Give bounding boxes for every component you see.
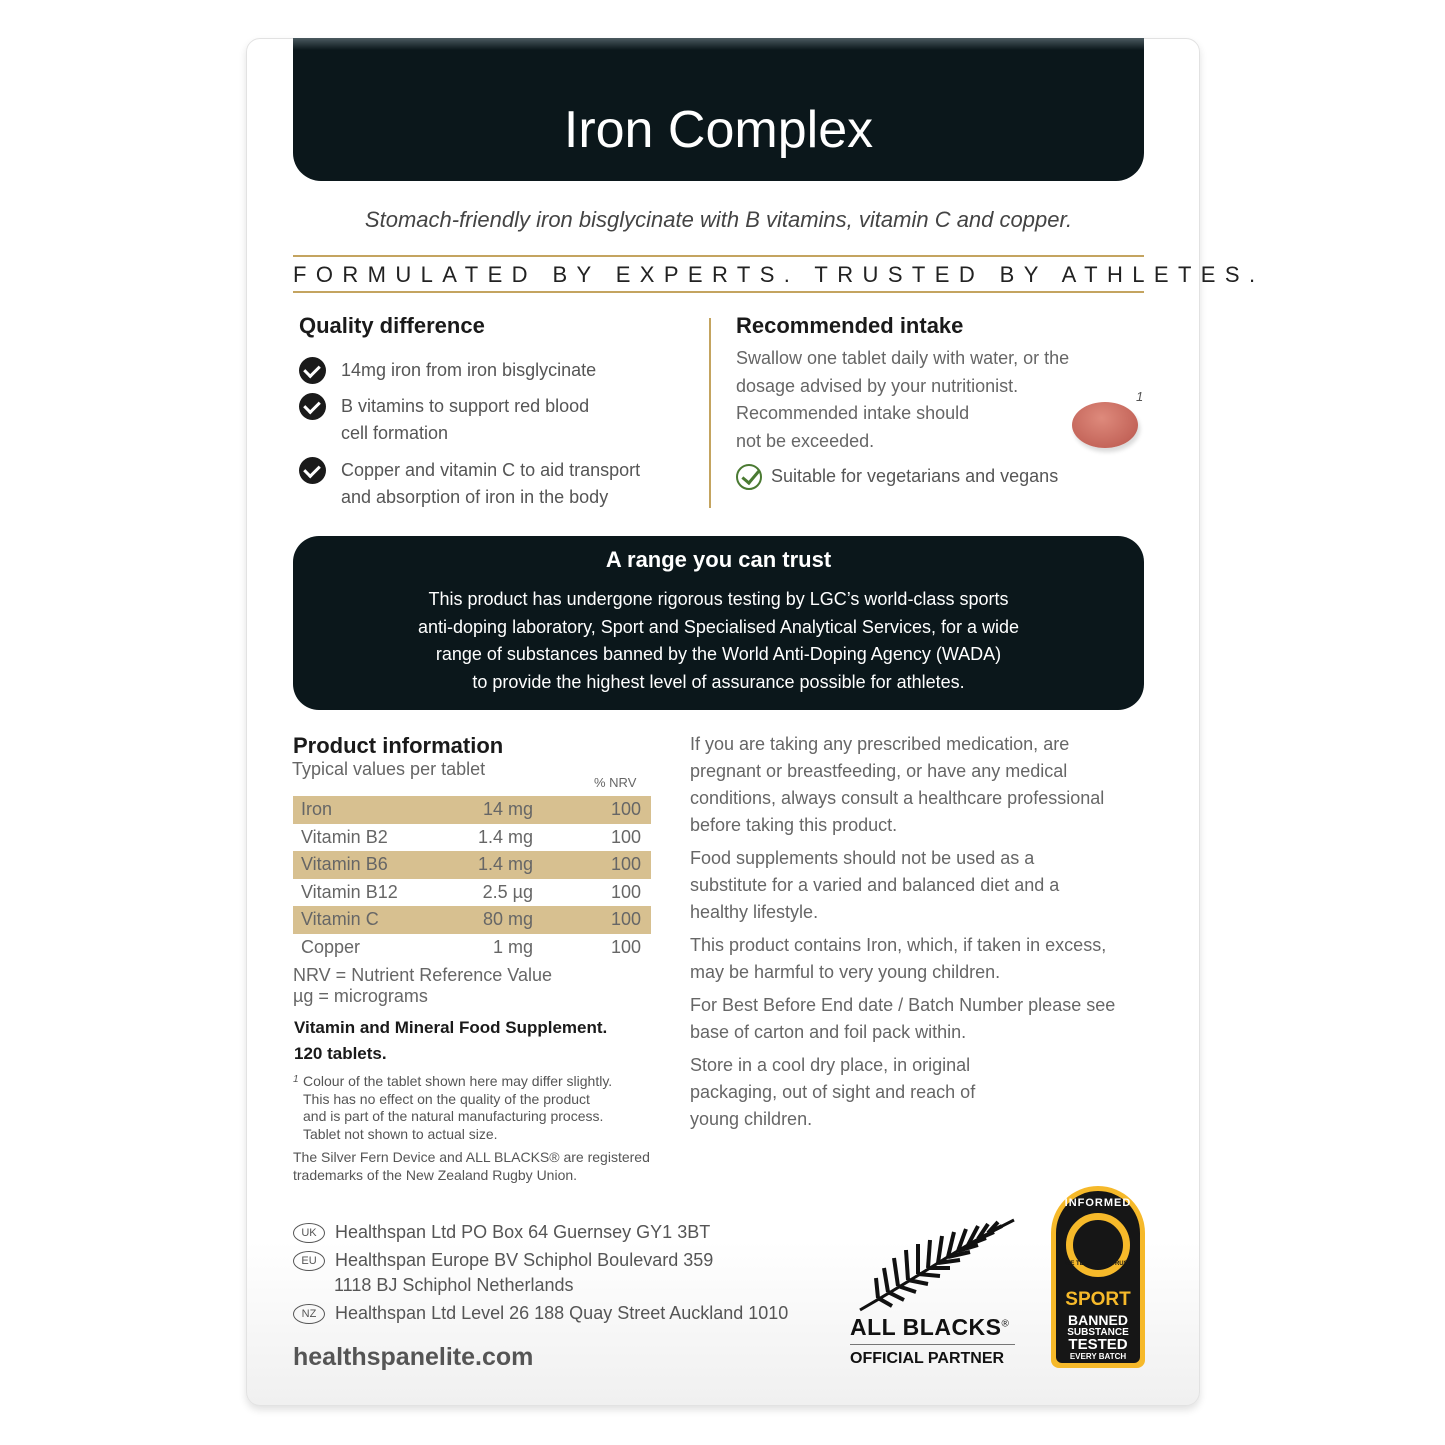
address-nz: NZ Healthspan Ltd Level 26 188 Quay Street Auckland 1010 — [293, 1303, 788, 1324]
divider-bottom — [293, 291, 1144, 293]
address-eu: EU Healthspan Europe BV Schiphol Boulevard 359 — [293, 1250, 713, 1271]
table-row: Iron 14 mg 100 — [293, 796, 651, 824]
intake-text: Swallow one tablet daily with water, or the dosage advised by your nutritionist. Recommended intake should not be exceeded. — [736, 348, 1070, 451]
vegan-check-icon — [736, 464, 762, 490]
tablet-image — [1072, 402, 1138, 448]
nutrition-table — [293, 796, 651, 961]
informed-sport-badge: INFORMED WE TEST · YOU TRUST SPORT BANNED SUBSTANCE TESTED EVERY BATCH — [1051, 1186, 1145, 1368]
check-icon — [299, 457, 326, 484]
footnotes — [293, 1073, 650, 1184]
footnote-mark: 1 — [1136, 389, 1144, 404]
divider — [850, 1344, 1015, 1345]
table-row: Vitamin C 80 mg 100 — [293, 906, 651, 934]
silver-fern-icon — [858, 1218, 1018, 1313]
warnings — [690, 731, 1140, 1139]
website-link[interactable]: healthspanelite.com — [293, 1343, 534, 1371]
all-blacks-wordmark: ALL BLACKS® — [850, 1314, 1010, 1340]
trademark-note: The Silver Fern Device and ALL BLACKS® are registered trademarks of the New Zealand Rugby Union. — [293, 1149, 650, 1183]
product-info-subtitle: Typical values per tablet — [292, 759, 486, 779]
warning-text: Food supplements should not be used as a substitute for a varied and balanced diet and a healthy lifestyle. — [690, 848, 1060, 922]
informed-sport-ring-icon — [1066, 1213, 1130, 1277]
trust-text: This product has undergone rigorous testing by LGC’s world-class sports anti-doping laboratory, Sport and Specialised Analytical Services, for a wide range of substances banned by the World Anti-Doping Agency (WADA) to provide the highest level of assurance possible for athletes. — [418, 589, 1019, 692]
supplement-statement: Vitamin and Mineral Food Supplement. 120 tablets. — [294, 1018, 608, 1063]
table-row: Vitamin B6 1.4 mg 100 — [293, 851, 651, 879]
motto: FORMULATED BY EXPERTS. TRUSTED BY ATHLETES. — [293, 262, 1265, 287]
check-icon — [299, 357, 326, 384]
trust-panel — [293, 536, 1144, 710]
nrv-header: % NRV — [594, 775, 637, 790]
intake-title: Recommended intake — [736, 313, 964, 338]
warning-text: If you are taking any prescribed medication, are pregnant or breastfeeding, or have any medical conditions, always consult a healthcare professional before taking this product. — [690, 734, 1105, 835]
quality-title: Quality difference — [299, 313, 485, 338]
nrv-notes: NRV = Nutrient Reference Value µg = micrograms — [293, 965, 552, 1006]
trust-title: A range you can trust — [605, 547, 832, 572]
divider-top — [293, 255, 1144, 257]
table-row: Vitamin B12 2.5 µg 100 — [301, 881, 641, 902]
product-info-title: Product information — [293, 733, 504, 758]
address-uk: UK Healthspan Ltd PO Box 64 Guernsey GY1 3BT — [293, 1222, 710, 1243]
all-blacks-logo — [850, 1218, 1020, 1368]
title-banner — [293, 38, 1144, 181]
warning-text: For Best Before End date / Batch Number please see base of carton and foil pack within. — [690, 995, 1116, 1042]
table-row: Vitamin B2 1.4 mg 100 — [301, 826, 641, 847]
check-icon — [299, 393, 326, 420]
address-eu-line2: 1118 BJ Schiphol Netherlands — [334, 1275, 574, 1295]
warning-text: This product contains Iron, which, if taken in excess, may be harmful to very young children. — [690, 935, 1107, 982]
column-divider — [709, 318, 711, 508]
table-row: Copper 1 mg 100 — [301, 936, 641, 957]
product-title: Iron Complex — [563, 101, 874, 159]
official-partner-label: OFFICIAL PARTNER — [850, 1350, 1005, 1367]
tablet-footnote: 1 Colour of the tablet shown here may differ slightly. This has no effect on the quality of the product and is part of the natural manufacturing process. Tablet not shown to actual size. — [293, 1073, 613, 1142]
tagline: Stomach-friendly iron bisglycinate with B vitamins, vitamin C and copper. — [364, 207, 1073, 232]
warning-text: Store in a cool dry place, in original packaging, out of sight and reach of young children. — [690, 1055, 976, 1129]
